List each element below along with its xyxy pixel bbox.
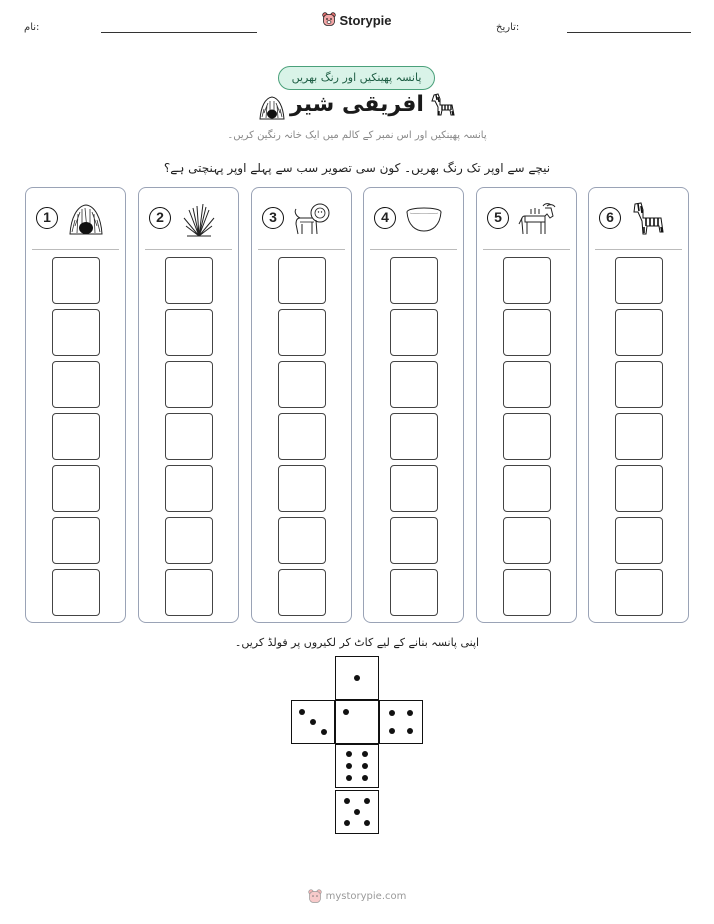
pip	[407, 728, 413, 734]
column-4	[363, 187, 464, 623]
pip	[321, 729, 327, 735]
lion-icon	[292, 200, 332, 238]
column-cell[interactable]	[503, 413, 551, 460]
column-cell[interactable]	[278, 517, 326, 564]
pip	[389, 710, 395, 716]
column-cell[interactable]	[52, 517, 100, 564]
column-cell[interactable]	[165, 309, 213, 356]
column-cell[interactable]	[615, 569, 663, 616]
column-cell[interactable]	[503, 309, 551, 356]
dice-net	[290, 656, 424, 836]
column-number: 6	[599, 207, 621, 229]
column-3	[251, 187, 352, 623]
grass-icon	[179, 200, 219, 238]
column-cell[interactable]	[52, 257, 100, 304]
cave-icon	[66, 200, 106, 238]
column-cell[interactable]	[503, 517, 551, 564]
column-cell[interactable]	[278, 361, 326, 408]
pip	[354, 675, 360, 681]
pip	[299, 709, 305, 715]
die-face-5	[335, 790, 379, 834]
column-divider	[370, 249, 457, 250]
column-cell[interactable]	[390, 413, 438, 460]
column-cell[interactable]	[503, 465, 551, 512]
pip	[346, 775, 352, 781]
zebra-icon	[629, 200, 669, 238]
column-cell[interactable]	[390, 517, 438, 564]
column-cell[interactable]	[390, 569, 438, 616]
pip	[346, 751, 352, 757]
pip	[344, 820, 350, 826]
brand-logo	[0, 12, 714, 31]
column-cell[interactable]	[278, 569, 326, 616]
pip	[310, 719, 316, 725]
pip	[343, 709, 349, 715]
column-cell[interactable]	[615, 465, 663, 512]
die-face-6	[335, 744, 379, 788]
bowl-icon	[404, 200, 444, 238]
column-number: 4	[374, 207, 396, 229]
pip	[362, 763, 368, 769]
date-line[interactable]	[567, 32, 691, 33]
column-cell[interactable]	[52, 361, 100, 408]
activity-pill: پانسہ پھینکیں اور رنگ بھریں	[278, 66, 435, 90]
date-label: تاریخ:	[496, 22, 520, 33]
column-cell[interactable]	[278, 413, 326, 460]
column-cell[interactable]	[615, 309, 663, 356]
column-number: 5	[487, 207, 509, 229]
column-cell[interactable]	[390, 361, 438, 408]
column-cell[interactable]	[165, 257, 213, 304]
column-cell[interactable]	[278, 309, 326, 356]
dice-instruction: اپنی پانسہ بنانے کے لیے کاٹ کر لکیروں پر فولڈ کریں۔	[234, 636, 480, 649]
column-5	[476, 187, 577, 623]
column-cell[interactable]	[390, 257, 438, 304]
footer-url[interactable]: mystorypie.com	[325, 891, 407, 902]
column-cell[interactable]	[503, 361, 551, 408]
column-cell[interactable]	[52, 569, 100, 616]
question-text: نیچے سے اوپر تک رنگ بھریں۔ کون سی تصویر سب سے پہلے اوپر پہنچتی ہے؟	[163, 161, 551, 175]
column-divider	[145, 249, 232, 250]
column-cell[interactable]	[390, 309, 438, 356]
name-line[interactable]	[101, 32, 257, 33]
pip	[407, 710, 413, 716]
column-cell[interactable]	[615, 517, 663, 564]
column-cell[interactable]	[278, 257, 326, 304]
column-cell[interactable]	[165, 361, 213, 408]
bear-mascot-icon	[322, 12, 336, 28]
pip	[362, 751, 368, 757]
column-number: 2	[149, 207, 171, 229]
column-cell[interactable]	[503, 257, 551, 304]
page-title: افریقی شیر	[290, 92, 424, 117]
column-divider	[32, 249, 119, 250]
zebra-icon	[428, 91, 458, 121]
column-cell[interactable]	[615, 257, 663, 304]
pip	[389, 728, 395, 734]
column-divider	[595, 249, 682, 250]
pip	[364, 820, 370, 826]
pip	[354, 809, 360, 815]
column-1	[25, 187, 126, 623]
wildebeest-icon	[517, 200, 557, 238]
subtitle: پانسہ پھینکیں اور اس نمبر کے کالم میں ایک خانہ رنگین کریں۔	[227, 130, 487, 141]
column-divider	[483, 249, 570, 250]
column-cell[interactable]	[390, 465, 438, 512]
pip	[344, 798, 350, 804]
column-cell[interactable]	[165, 465, 213, 512]
pip	[346, 763, 352, 769]
column-cell[interactable]	[165, 517, 213, 564]
column-divider	[258, 249, 345, 250]
column-cell[interactable]	[165, 569, 213, 616]
column-6	[588, 187, 689, 623]
footer	[0, 889, 714, 907]
name-label: نام:	[24, 22, 40, 33]
pip	[362, 775, 368, 781]
pip	[364, 798, 370, 804]
die-face-1	[335, 656, 379, 700]
column-2	[138, 187, 239, 623]
bear-mascot-icon	[308, 889, 322, 904]
column-number: 1	[36, 207, 58, 229]
die-face-3	[291, 700, 335, 744]
column-cell[interactable]	[52, 309, 100, 356]
column-cell[interactable]	[503, 569, 551, 616]
column-cell[interactable]	[165, 413, 213, 460]
column-cell[interactable]	[278, 465, 326, 512]
die-face-4	[379, 700, 423, 744]
column-cell[interactable]	[52, 413, 100, 460]
column-cell[interactable]	[52, 465, 100, 512]
brand-name: Storypie	[339, 12, 392, 28]
die-face-1	[335, 700, 379, 744]
column-cell[interactable]	[615, 361, 663, 408]
column-cell[interactable]	[615, 413, 663, 460]
column-number: 3	[262, 207, 284, 229]
